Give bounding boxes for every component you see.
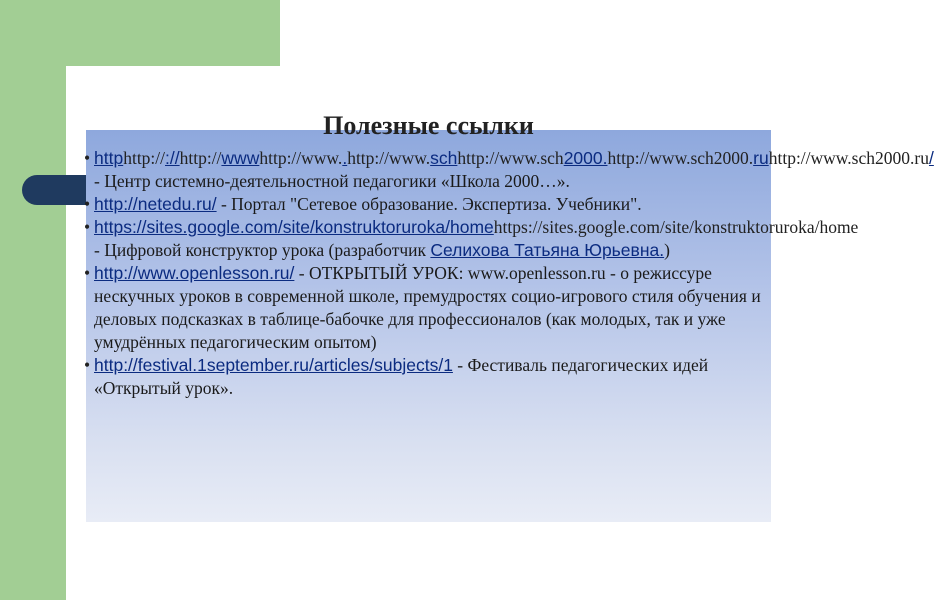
url-text: https://sites.google.com/site/konstruktoruroka/home [493,217,859,237]
list-item [86,354,766,400]
link-text[interactable]: 2000. [563,148,608,168]
author-link[interactable]: Селихова Татьяна Юрьевна. [430,240,665,260]
link-text[interactable]: :// [165,148,180,168]
url-text: http:// [123,148,166,168]
list-item [86,216,859,262]
url-text: http://www.sch2000. [607,148,754,168]
url-text: http://www. [347,148,431,168]
link-text[interactable]: / [928,148,934,168]
list-item [86,147,934,193]
url-text: http://www.sch2000.ru [768,148,929,168]
item-description: - Портал "Сетевое образование. Экспертиза. Учебники". [216,194,642,214]
url-text: http:// [179,148,222,168]
link-text[interactable]: http [94,148,124,168]
item-description-end: ) [664,240,670,260]
list-item [86,193,766,216]
link-text[interactable]: www [221,148,260,168]
link-text[interactable]: ru [753,148,769,168]
green-top-band [66,0,280,66]
slide-title: Полезные ссылки [323,111,534,140]
list-item [86,262,766,354]
links-list [86,147,934,400]
green-left-band [0,0,66,600]
link-konstruktor[interactable]: https://sites.google.com/site/konstruktoruroka/home [94,217,494,237]
item-description: - Центр системно-деятельностной педагогики «Школа 2000…». [94,171,570,191]
link-text[interactable]: sch [430,148,458,168]
link-openlesson[interactable]: http://www.openlesson.ru/ [94,263,295,283]
link-text[interactable]: . [342,148,348,168]
link-netedu[interactable]: http://netedu.ru/ [94,194,217,214]
url-text: http://www.sch [457,148,564,168]
link-festival[interactable]: http://festival.1september.ru/articles/subjects/1 [94,355,453,375]
item-description: - ОТКРЫТЫЙ УРОК: www.openlesson.ru - о режиссуре нескучных уроков в современной школе, премудростях социо-игрового стиля обучения и деловых подсказках в таблице-бабочке для профессионалов (как молодых, так и уже умудрённых педагогическим опытом) [94,263,761,352]
url-text: http://www. [259,148,343,168]
item-description: - Цифровой конструктор урока (разработчик [94,240,431,260]
item-description: - Фестиваль педагогических идей «Открытый урок». [94,355,709,398]
